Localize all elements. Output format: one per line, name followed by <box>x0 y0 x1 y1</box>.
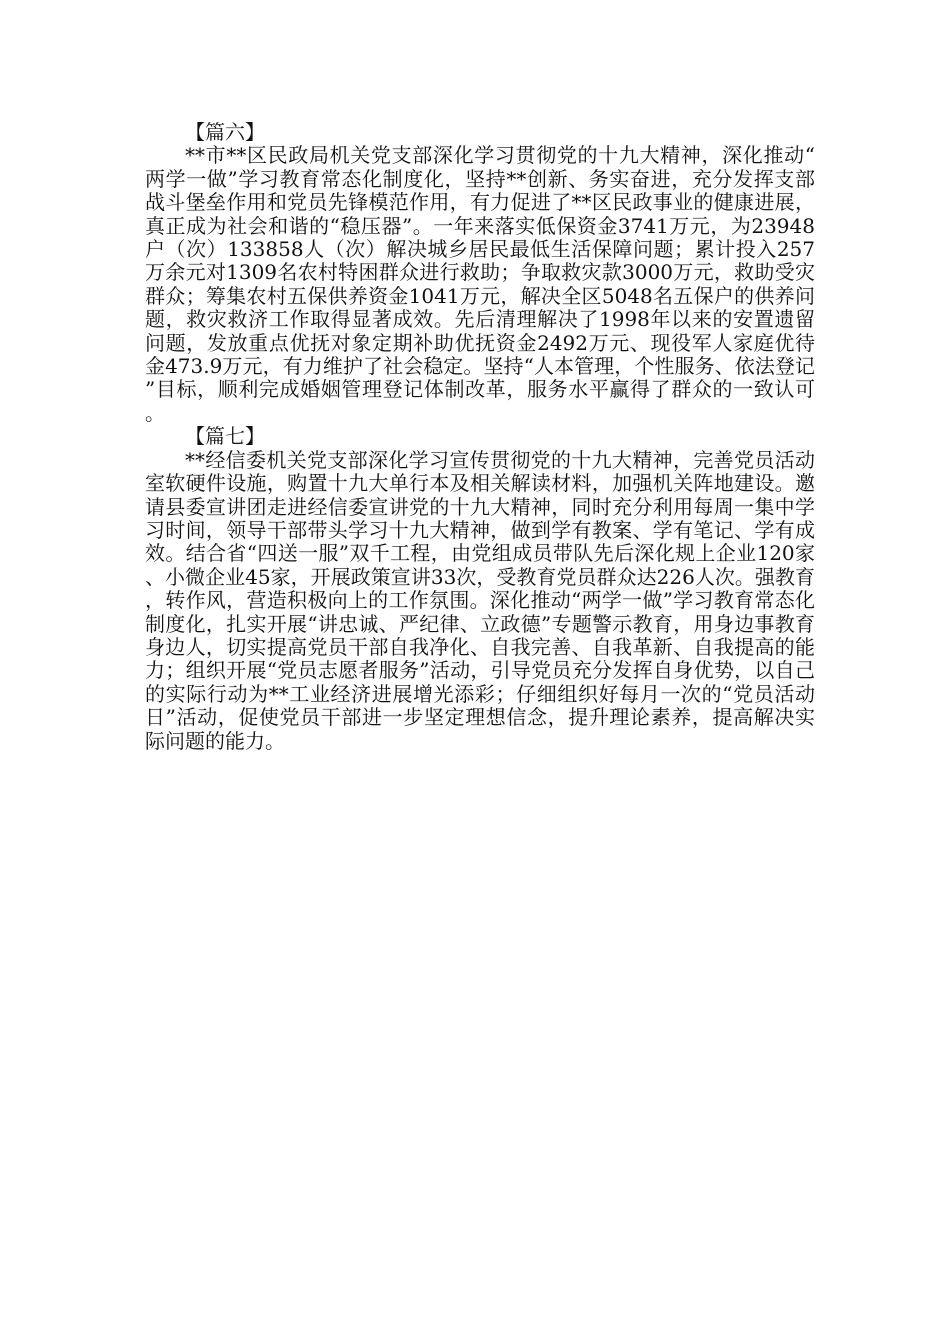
section-7-heading: 【篇七】 <box>185 424 265 449</box>
document-body <box>145 121 815 753</box>
section-7 <box>145 425 815 753</box>
section-6-heading: 【篇六】 <box>185 120 265 144</box>
section-6-paragraph: **市**区民政局机关党支部深化学习贯彻党的十九大精神，深化推动“两学一做”学习教育常态化制度化，坚持**创新、务实奋进，充分发挥支部战斗堡垒作用和党员先锋模范作用，有力促进了**区民政事业的健康进展，真正成为社会和谐的“稳压器”。一年来落实低保资金3741万元，为23948户（次）133858人（次）解决城乡居民最低生活保障问题；累计投入257万余元对1309名农村特困群众进行救助；争取救灾款3000万元，救助受灾群众；筹集农村五保供养资金1041万元，解决全区5048名五保户的供养问题，救灾救济工作取得显著成效。先后清理解决了1998年以来的安置遗留问题，发放重点优抚对象定期补助优抚资金2492万元、现役军人家庭优待金473.9万元，有力维护了社会稳定。坚持“人本管理，个性服务、依法登记”目标，顺利完成婚姻管理登记体制改革，服务水平赢得了群众的一致认可。 <box>145 143 815 425</box>
section-6 <box>145 121 815 425</box>
section-7-paragraph: **经信委机关党支部深化学习宣传贯彻党的十九大精神，完善党员活动室软硬件设施，购置十九大单行本及相关解读材料，加强机关阵地建设。邀请县委宣讲团走进经信委宣讲党的十九大精神，同时充分利用每周一集中学习时间，领导干部带头学习十九大精神，做到学有教案、学有笔记、学有成效。结合省“四送一服”双千工程，由党组成员带队先后深化规上企业120家、小微企业45家，开展政策宣讲33次，受教育党员群众达226人次。强教育，转作风，营造积极向上的工作氛围。深化推动“两学一做”学习教育常态化制度化，扎实开展“讲忠诚、严纪律、立政德”专题警示教育，用身边事教育身边人，切实提高党员干部自我净化、自我完善、自我革新、自我提高的能力；组织开展“党员志愿者服务”活动，引导党员充分发挥自身优势，以自己的实际行动为**工业经济进展增光添彩；仔细组织好每月一次的“党员活动日”活动，促使党员干部进一步坚定理想信念，提升理论素养，提高解决实际问题的能力。 <box>145 447 815 753</box>
